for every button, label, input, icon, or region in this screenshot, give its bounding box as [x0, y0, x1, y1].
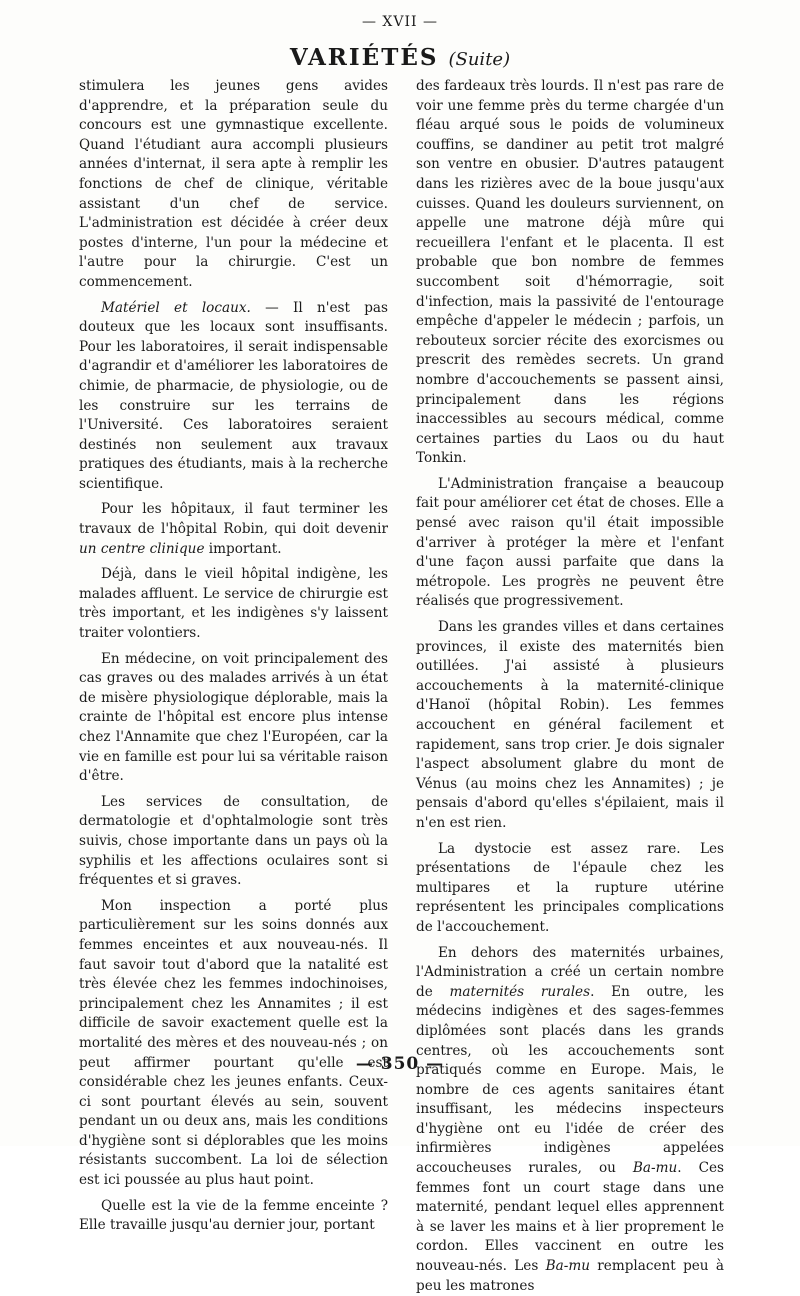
paragraph-text: . En outre, les médecins indigènes et des sages-femmes diplômées sont placés dans les grands centres, où les accouchements sont pratiqués comme en Europe. Mais, le nombre de ces agents sanitaires étant insuffisant, les médecins inspecteurs d'hygiène ont eu l'idée de créer des infirmières indigènes appelées accoucheuses rurales, ou [416, 983, 724, 1177]
paragraph [416, 944, 724, 1296]
paragraph-text: Pour les hôpitaux, il faut terminer les travaux de l'hôpital Robin, qui doit devenir [79, 501, 388, 538]
paragraph: Quelle est la vie de la femme enceinte ? Elle travaille jusqu'au dernier jour, portant [79, 1197, 388, 1234]
emphasis: maternités rurales [449, 983, 591, 1000]
paragraph: des fardeaux très lourds. Il n'est pas rare de voir une femme près du terme chargée d'un fléau arqué sous le poids de volumineux couffins, se dandiner au petit trot malgré son ventre en obusier. D'autres pataugent dans les rizières avec de la boue jusqu'aux cuisses. Quand les douleurs surviennent, on appelle une matrone déjà mûre qui recueillera l'enfant et le placenta. Il est probable que bon nombre de femmes succombent soit d'hémorragie, soit d'infection, mais la passivité de l'entourage empêche d'appeler le médecin ; parfois, un rebouteux sorcier récite des exorcismes ou prescrit des remèdes secrets. Un grand nombre d'accouchements se passent ainsi, principalement dans les régions inaccessibles au secours médical, comme certaines parties du Laos ou du haut Tonkin. [416, 78, 724, 467]
paragraph-text: remplacent peu à peu les matrones [416, 1258, 724, 1294]
paragraph-text: — Il n'est pas douteux que les locaux sont insuffisants. Pour les laboratoires, il serait indispensable d'agrandir et d'améliorer les laboratoires de chimie, de pharmacie, de physiologie, ou de les construire sur les terrains de l'Université. Ces laboratoires seraient destinés non seulement aux travaux pratiques des étudiants, mais à la recherche scientifique. [79, 299, 388, 492]
emphasis: un centre clinique [79, 540, 205, 557]
section-title [0, 44, 800, 71]
paragraph: Dans les grandes villes et dans certaines provinces, il existe des maternités bien outillées. J'ai assisté à plusieurs accouchements à la maternité-clinique d'Hanoï (hôpital Robin). Les femmes accouchent en général facilement et rapidement, sans trop crier. Je dois signaler l'aspect absolument glabre du mont de Vénus (au moins chez les Annamites) ; je pensais d'abord qu'elles s'épilaient, mais il n'en est rien. [416, 619, 724, 831]
emphasis: Ba-mu [632, 1160, 678, 1177]
paragraph: L'Administration française a beaucoup fait pour améliorer cet état de choses. Elle a pensé avec raison qu'il était impossible d'arriver à protéger la mère et l'enfant d'une façon aussi parfaite que dans la métropole. Les progrès ne peuvent être réalisés que progressivement. [416, 475, 724, 610]
paragraph: La dystocie est assez rare. Les présentations de l'épaule chez les multipares et la rupture utérine représentent les principales complications de l'accouchement. [416, 840, 724, 935]
paragraph: Mon inspection a porté plus particulièrement sur les soins donnés aux femmes enceintes et aux nouveau-nés. Il faut savoir tout d'abord que la natalité est très élevée chez les femmes indochinoises, principalement chez les Annamites ; il est difficile de savoir exactement quelle est la mortalité des mères et des nouveau-nés ; on peut affirmer pourtant qu'elle est considérable chez les jeunes enfants. Ceux-ci sont pourtant élevés au sein, souvent pendant un ou deux ans, mais les conditions d'hygiène sont si déplorables que les moins résistants succombent. La loi de sélection est ici poussée au plus haut point. [79, 897, 388, 1189]
right-column [416, 77, 724, 1294]
subheading: Matériel et locaux. [101, 299, 251, 316]
page-number: — 350 — [355, 1054, 445, 1074]
paragraph-text: important. [204, 540, 282, 557]
roman-page-number: — XVII — [361, 14, 439, 30]
paragraph [79, 299, 388, 495]
section-title-suffix: (Suite) [448, 49, 511, 70]
paragraph [79, 500, 388, 559]
emphasis: Ba-mu [545, 1258, 590, 1275]
paragraph: Les services de consultation, de dermatologie et d'ophtalmologie sont très suivis, chose importante dans un pays où la syphilis et les affections oculaires sont si fréquentes et si graves. [79, 793, 388, 889]
paragraph-text: En dehors des maternités urbaines, l'Administration a créé un certain nombre de [416, 944, 724, 1000]
paragraph: stimulera les jeunes gens avides d'apprendre, et la préparation seule du concours est une gymnastique excellente. Quand l'étudiant aura accompli plusieurs années d'internat, il sera apte à remplir les fonctions de chef de clinique, véritable assistant d'un chef de service. L'administration est décidée à créer deux postes d'interne, l'un pour la médecine et l'autre pour la chirurgie. C'est un commencement. [79, 78, 388, 290]
paragraph: Déjà, dans le vieil hôpital indigène, les malades affluent. Le service de chirurgie est très important, et les indigènes s'y laissent traiter volontiers. [79, 566, 388, 642]
left-column [79, 77, 388, 1234]
paragraph: En médecine, on voit principalement des cas graves ou des malades arrivés à un état de misère physiologique déplorable, mais la crainte de l'hôpital est encore plus intense chez l'Annamite que chez l'Européen, car la vie en famille est pour lui sa véritable raison d'être. [79, 650, 388, 785]
paragraph-text: . Ces femmes font un court stage dans une maternité, pendant lequel elles apprennent à se laver les mains et à lier proprement le cordon. Elles vaccinent en outre les nouveau-nés. Les [416, 1160, 724, 1275]
section-title-main: VARIÉTÉS [289, 44, 439, 71]
